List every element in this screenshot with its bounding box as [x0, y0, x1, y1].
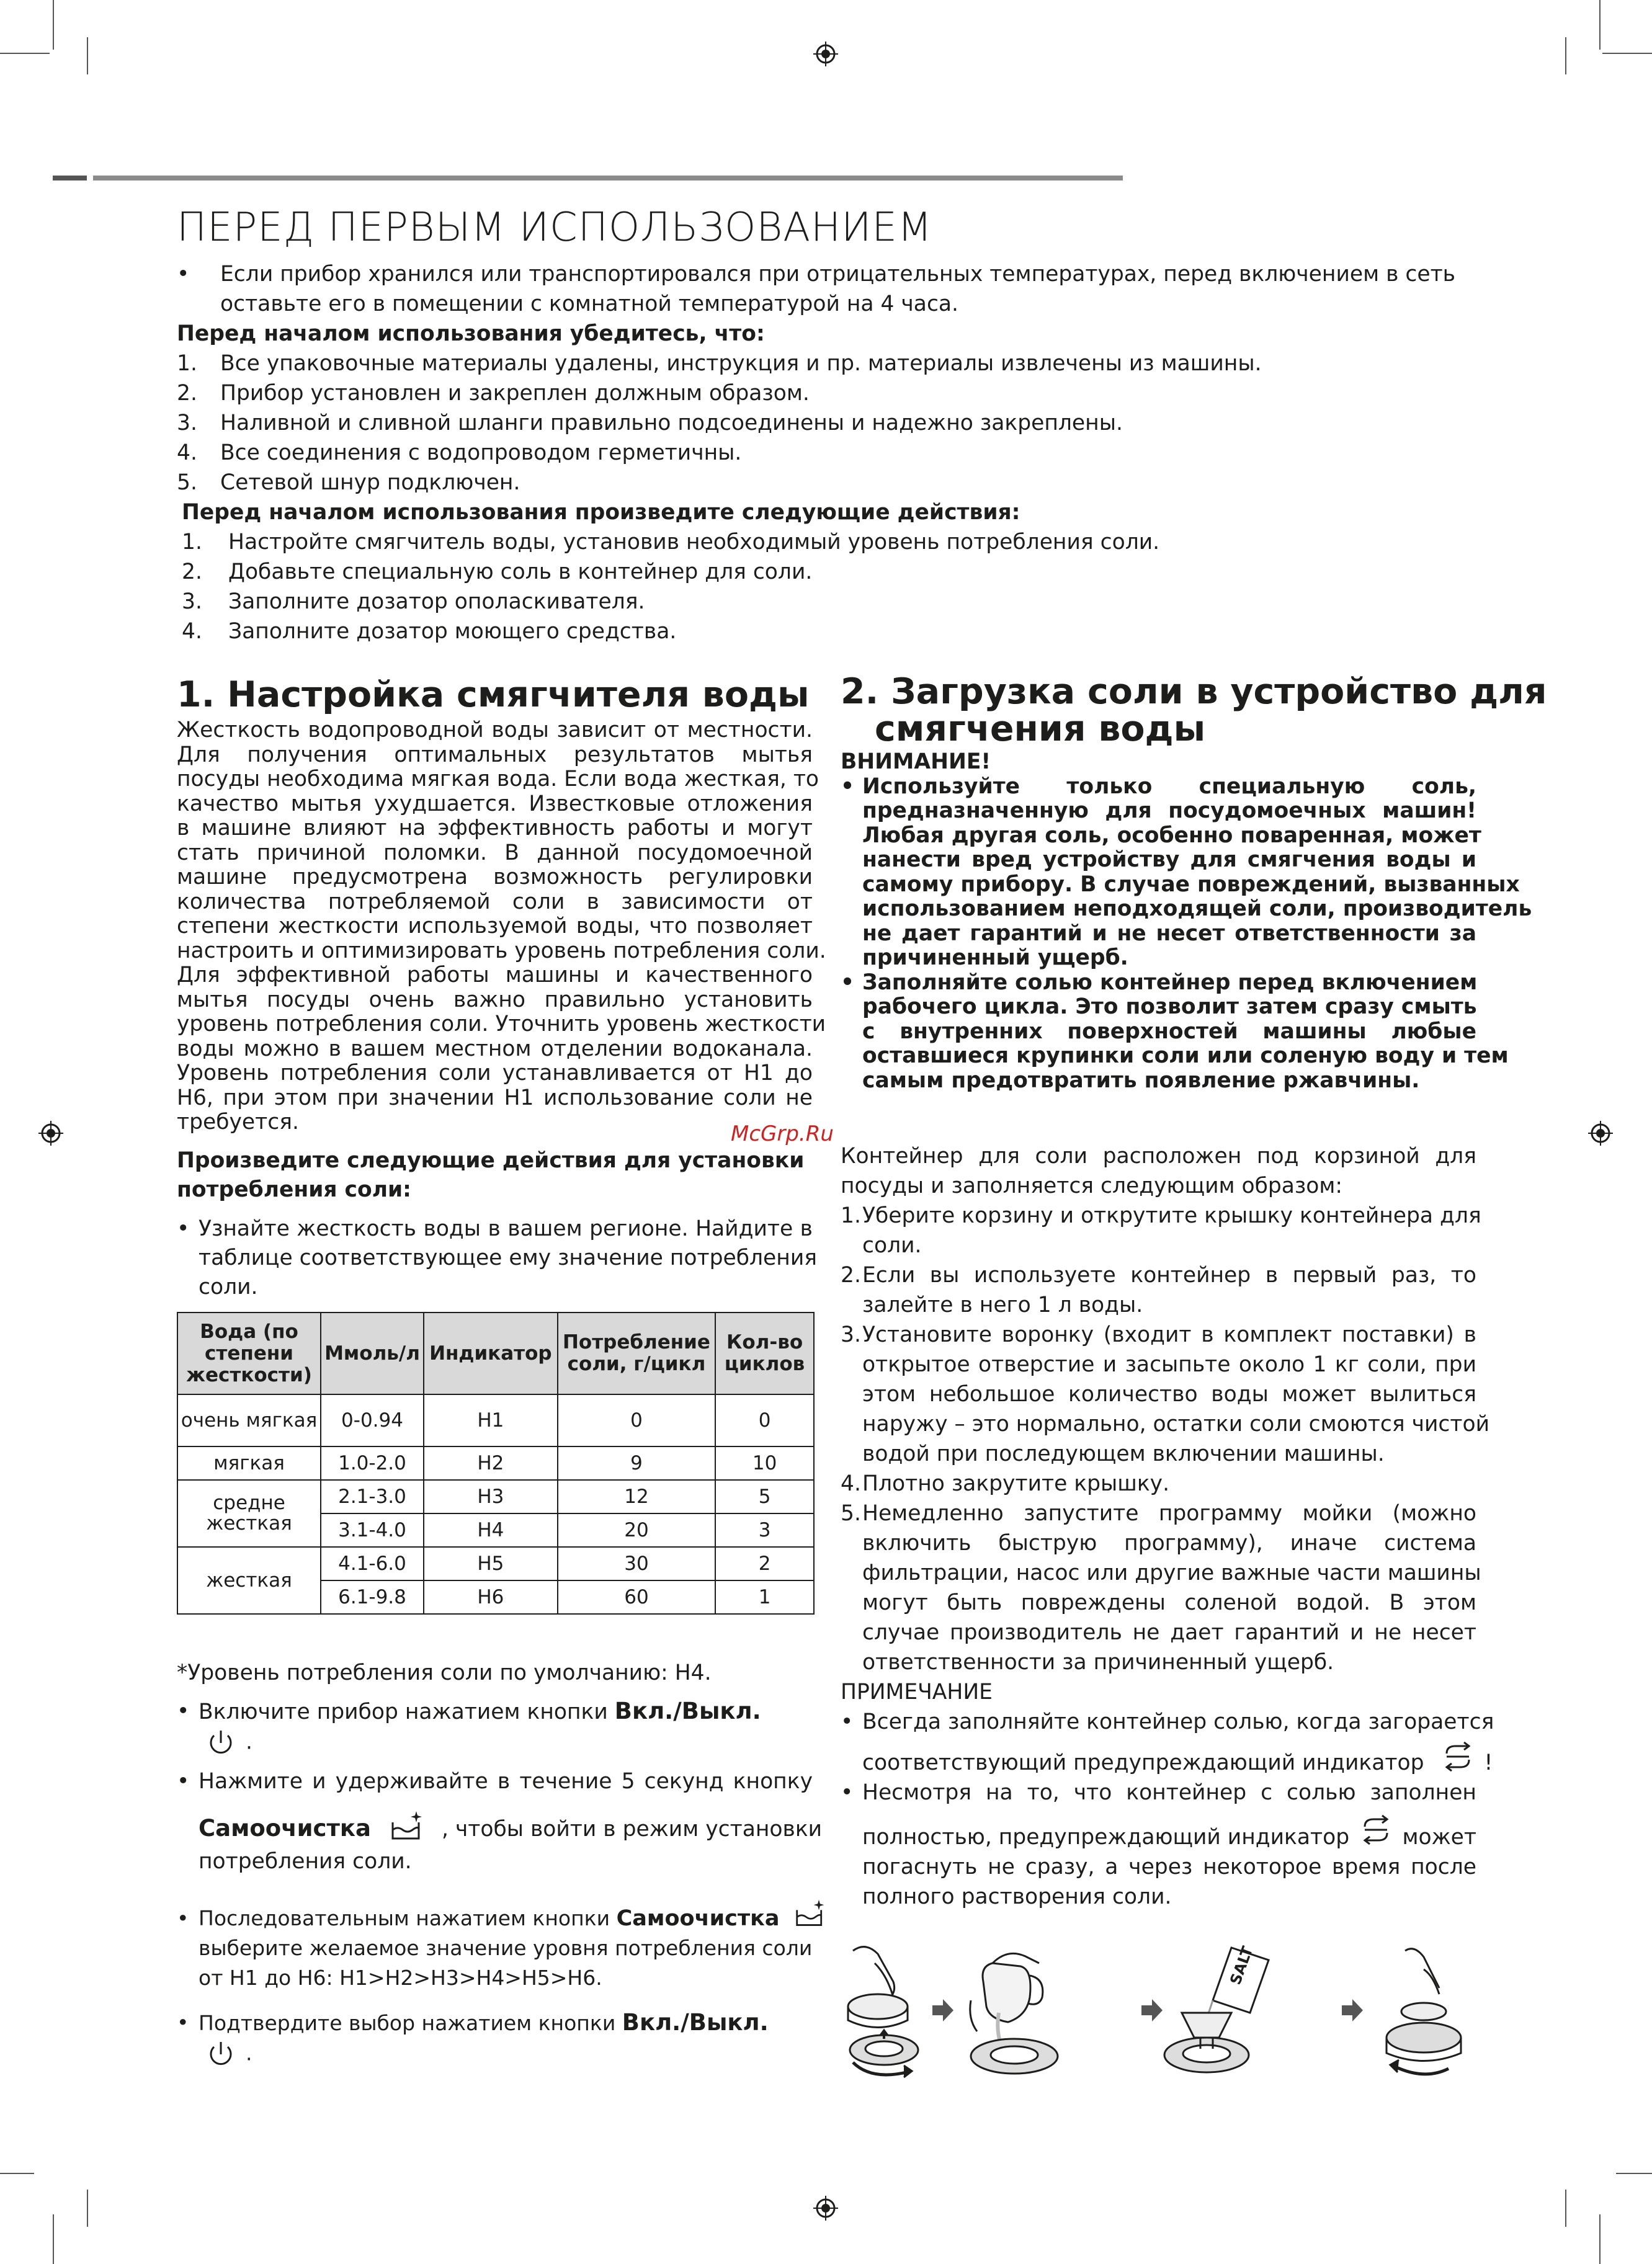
- check-item: [177, 468, 1480, 497]
- table-cell: 6.1-9.8: [321, 1580, 424, 1614]
- para-line: Для получения оптимальных результатов мытья: [177, 742, 813, 767]
- item-text: Настройте смягчитель воды, установив необходимый уровень потребления соли.: [228, 530, 1160, 555]
- bullet-mark: •: [841, 1709, 854, 1734]
- instruction-bullet: [177, 1904, 813, 1993]
- salt-step: [841, 1201, 1481, 1260]
- table-row: [177, 1480, 814, 1513]
- power-icon: [205, 2038, 237, 2070]
- table-header-cell: Индикатор: [424, 1312, 558, 1394]
- instruction-text: Включите прибор нажатием кнопки: [199, 1700, 615, 1724]
- step-line: случае производитель не дает гарантий и не несет: [862, 1620, 1476, 1645]
- table-cell: 3.1-4.0: [321, 1513, 424, 1547]
- crop-mark: [87, 2190, 88, 2227]
- arrow-right-icon: [932, 1999, 953, 2021]
- bullet-mark: •: [841, 773, 855, 799]
- intro-section: [177, 259, 1480, 646]
- para-line: настроить и оптимизировать уровень потребления соли.: [177, 938, 826, 963]
- note-line: полного растворения соли.: [862, 1884, 1172, 1909]
- table-cell: средне жесткая: [177, 1480, 321, 1547]
- note-text: !: [1484, 1750, 1493, 1775]
- instruction-text: потребления соли.: [199, 1849, 412, 1874]
- watermark: McGrp.Ru: [731, 1121, 834, 1146]
- heading-line: 2. Загрузка соли в устройство для: [841, 671, 1547, 712]
- check-item: [177, 349, 1480, 378]
- self-clean-icon: [389, 1809, 426, 1843]
- step-line: ответственности за причиненный ущерб.: [862, 1650, 1334, 1675]
- table-cell: 9: [558, 1446, 715, 1480]
- warning-label: ВНИМАНИЕ!: [841, 749, 991, 774]
- step-number: 3.: [841, 1322, 861, 1347]
- check-item: [177, 378, 1480, 408]
- step-number: 2.: [841, 1263, 861, 1288]
- para-line: степени жесткости используемой воды, что позволяет: [177, 914, 813, 938]
- bullet-mark: •: [841, 969, 855, 995]
- para-line: Жесткость водопроводной воды зависит от местности.: [177, 718, 813, 742]
- selfclean-button-label: Самоочистка: [616, 1906, 780, 1931]
- page-title: ПЕРЕД ПЕРВЫМ ИСПОЛЬЗОВАНИЕМ: [177, 205, 933, 251]
- instruction-text: , чтобы войти в режим установки: [441, 1817, 823, 1842]
- step-line: соли.: [862, 1233, 922, 1258]
- steps-heading-line: Произведите следующие действия для установки: [177, 1148, 805, 1173]
- bullet-mark: •: [177, 1216, 190, 1241]
- table-cell: жесткая: [177, 1547, 321, 1614]
- item-text: Добавьте специальную соль в контейнер для соли.: [228, 559, 813, 584]
- intro-bullet: [177, 259, 1480, 319]
- step-line: водой при последующем включении машины.: [862, 1442, 1385, 1466]
- note-label: ПРИМЕЧАНИЕ: [841, 1680, 993, 1705]
- warning-line: оставшиеся крупинки соли или соленую воду и тем: [862, 1043, 1509, 1068]
- para-line: требуется.: [177, 1110, 299, 1134]
- table-cell: 1.0-2.0: [321, 1446, 424, 1480]
- top-rule: [93, 176, 1123, 180]
- salt-instructions: [841, 1141, 1494, 1912]
- registration-mark-right: [1588, 1121, 1613, 1146]
- check-item: [177, 408, 1480, 438]
- instruction-text: Нажмите и удерживайте в течение 5 секунд кнопку: [199, 1769, 813, 1794]
- crop-mark: [0, 2173, 34, 2174]
- step-line: Немедленно запустите программу мойки (можно: [862, 1501, 1476, 1526]
- warning-bullet: [841, 773, 1532, 971]
- section-1-heading: 1. Настройка смягчителя воды: [177, 674, 810, 715]
- step-number: 5.: [841, 1501, 861, 1526]
- step-line: таблице соответствующее ему значение потребления: [199, 1245, 817, 1270]
- note-bullet: [841, 1778, 1476, 1912]
- arrow-right-icon: [1141, 1999, 1163, 2021]
- warning-line: Заполняйте солью контейнер перед включением: [862, 969, 1478, 995]
- table-cell: мягкая: [177, 1446, 321, 1480]
- table-cell: очень мягкая: [177, 1394, 321, 1446]
- para-line: уровень потребления соли. Уточнить уровень жесткости: [177, 1012, 826, 1036]
- table-header-cell: Ммоль/л: [321, 1312, 424, 1394]
- table-header-cell: Потребление соли, г/цикл: [558, 1312, 715, 1394]
- para-line: Для эффективной работы машины и качественного: [177, 963, 813, 987]
- crop-mark: [53, 0, 54, 50]
- table-cell: 0: [715, 1394, 814, 1446]
- note-line: [862, 1748, 1493, 1778]
- power-icon: [205, 1727, 237, 1759]
- item-number: 4.: [177, 440, 197, 465]
- crop-mark: [1616, 2173, 1652, 2174]
- step-line: открытое отверстие и засыпьте около 1 кг соли, при: [862, 1352, 1476, 1377]
- step-line: наружу – это нормально, остатки соли смоются чистой: [862, 1412, 1489, 1437]
- note-line: Несмотря на то, что контейнер с солью заполнен: [862, 1780, 1476, 1805]
- instruction-line: Контейнер для соли расположен под корзиной для: [841, 1144, 1476, 1169]
- table-row: [177, 1547, 814, 1580]
- self-clean-icon: [793, 1897, 828, 1930]
- step-illustration-unscrew: [848, 1947, 918, 2077]
- instruction-text: от Н1 до Н6: Н1>Н2>Н3>Н4>Н5>Н6.: [199, 1966, 602, 1990]
- note-text: полностью, предупреждающий индикатор: [862, 1825, 1350, 1850]
- arrow-right-icon: [1342, 1999, 1363, 2021]
- warning-line: самым предотвратить появление ржавчины.: [862, 1067, 1420, 1093]
- table-cell: 12: [558, 1480, 715, 1513]
- step-line: залейте в него 1 л воды.: [862, 1293, 1143, 1317]
- step-bullet: [177, 1214, 817, 1302]
- button-instructions: [177, 1658, 823, 2070]
- table-cell: H1: [424, 1394, 558, 1446]
- crop-mark: [87, 37, 88, 74]
- salt-step: [841, 1260, 1476, 1320]
- salt-step: [841, 1499, 1481, 1677]
- step-line: соли.: [199, 1274, 258, 1299]
- step-line: Если вы используете контейнер в первый раз, то: [862, 1263, 1476, 1288]
- step-line: Плотно закрутите крышку.: [862, 1471, 1170, 1496]
- instruction-bullet: [177, 1696, 813, 1759]
- para-line: качество мытья ухудшается. Известковые отложения: [177, 791, 813, 816]
- check-list: [177, 349, 1480, 497]
- para-line: машине предусмотрена возможность регулировки: [177, 865, 813, 889]
- para-line: количества потребляемой соли в зависимости от: [177, 889, 813, 914]
- action-item: [182, 587, 1480, 617]
- warning-line: использованием неподходящей соли, производитель: [862, 896, 1532, 921]
- table-cell: 1: [715, 1580, 814, 1614]
- warning-line: с внутренних поверхностей машины любые: [862, 1018, 1476, 1044]
- step-number: 1.: [841, 1203, 861, 1228]
- hardness-table: [177, 1312, 815, 1615]
- item-text: Наливной и сливной шланги правильно подсоединены и надежно закреплены.: [220, 411, 1123, 435]
- item-text: Сетевой шнур подключен.: [220, 470, 520, 495]
- left-column: [177, 674, 826, 1302]
- registration-mark-bottom: [813, 2196, 838, 2221]
- note-line: Всегда заполняйте контейнер солью, когда загорается: [862, 1709, 1494, 1734]
- action-item: [182, 557, 1480, 587]
- instruction-bullet: [177, 2008, 813, 2070]
- steps-heading: [177, 1146, 813, 1205]
- warning-line: рабочего цикла. Это позволит затем сразу смыть: [862, 994, 1477, 1019]
- onoff-button-label: Вкл./Выкл.: [622, 2009, 769, 2036]
- action-list: [177, 527, 1480, 646]
- action-item: [182, 617, 1480, 646]
- step-line: включить быструю программу), иначе система: [862, 1531, 1476, 1556]
- bullet-mark: •: [177, 2010, 189, 2034]
- table-cell: H2: [424, 1446, 558, 1480]
- item-number: 2.: [177, 381, 197, 406]
- table-cell: 2.1-3.0: [321, 1480, 424, 1513]
- table-cell: 60: [558, 1580, 715, 1614]
- table-cell: 0-0.94: [321, 1394, 424, 1446]
- salt-warning-icon: [1439, 1740, 1476, 1775]
- table-cell: H4: [424, 1513, 558, 1547]
- action-heading: Перед началом использования произведите следующие действия:: [182, 500, 1020, 525]
- item-number: 1.: [182, 530, 202, 555]
- item-number: 1.: [177, 351, 197, 376]
- action-item: [182, 527, 1480, 557]
- table-cell: H3: [424, 1480, 558, 1513]
- instruction-text: Подтвердите выбор нажатием кнопки: [199, 2011, 622, 2035]
- salt-step: [841, 1320, 1489, 1469]
- table-header-cell: Кол-во циклов: [715, 1312, 814, 1394]
- item-number: 2.: [182, 559, 202, 584]
- crop-mark: [1599, 2214, 1601, 2264]
- table-cell: 10: [715, 1446, 814, 1480]
- crop-mark: [0, 53, 50, 54]
- salt-step: [841, 1469, 1476, 1499]
- item-text: Все соединения с водопроводом герметичны.: [220, 440, 742, 465]
- table-cell: 4.1-6.0: [321, 1547, 424, 1580]
- warning-line: нанести вред устройству для смягчения воды и: [862, 847, 1476, 872]
- salt-label: SALT: [1226, 1944, 1257, 1987]
- step-line: могут быть повреждены соленой водой. В этом: [862, 1590, 1476, 1615]
- bullet-mark: •: [177, 1699, 190, 1724]
- table-row: [177, 1446, 814, 1480]
- table-cell: H5: [424, 1547, 558, 1580]
- item-number: 3.: [177, 411, 197, 435]
- item-number: 3.: [182, 589, 202, 614]
- table-header-cell: Вода (по степени жесткости): [177, 1312, 321, 1394]
- instruction-line: посуды и заполняется следующим образом:: [841, 1174, 1343, 1198]
- step-line: Уберите корзину и открутите крышку контейнера для: [862, 1203, 1481, 1228]
- steps-heading-line: потребления соли:: [177, 1177, 411, 1202]
- warning-line: предназначенную для посудомоечных машин!: [862, 798, 1476, 823]
- warning-line: самому прибору. В случае повреждений, вызванных: [862, 871, 1520, 897]
- bullet-mark: •: [841, 1780, 854, 1805]
- warning-line: причиненный ущерб.: [862, 945, 1128, 970]
- step-line: Установите воронку (входит в комплект поставки) в: [862, 1322, 1476, 1347]
- instruction-text: Последовательным нажатием кнопки: [199, 1906, 617, 1930]
- table-cell: 20: [558, 1513, 715, 1547]
- item-text: Прибор установлен и закреплен должным образом.: [220, 381, 810, 406]
- item-number: 5.: [177, 470, 197, 495]
- warning-line: не дает гарантий и не несет ответственности за: [862, 920, 1476, 946]
- table-cell: 3: [715, 1513, 814, 1547]
- para-line: воды можно в вашем местном отделении водоканала.: [177, 1036, 813, 1061]
- registration-mark-left: [38, 1121, 63, 1146]
- item-text: Заполните дозатор моющего средства.: [228, 619, 677, 644]
- selfclean-button-label: Самоочистка: [199, 1815, 371, 1842]
- note-bullet: [841, 1707, 1494, 1778]
- crop-mark: [1565, 37, 1566, 74]
- instruction-text: .: [246, 2041, 252, 2066]
- table-cell: 5: [715, 1480, 814, 1513]
- crop-mark: [53, 2214, 54, 2264]
- table-row: [177, 1394, 814, 1446]
- table-cell: H6: [424, 1580, 558, 1614]
- para-line: Уровень потребления соли устанавливается от Н1 до: [177, 1061, 813, 1085]
- registration-mark-top: [813, 42, 838, 66]
- step-illustration-water: [970, 1953, 1058, 2074]
- item-text: Заполните дозатор ополаскивателя.: [228, 589, 645, 614]
- step-line: Узнайте жесткость воды в вашем регионе. Найдите в: [199, 1216, 813, 1241]
- bullet-mark: •: [177, 1769, 190, 1794]
- intro-bullet-line: Если прибор хранился или транспортировался при отрицательных температурах, перед включением в сеть: [220, 262, 1456, 287]
- item-number: 4.: [182, 619, 202, 644]
- instruction-text: выберите желаемое значение уровня потребления соли: [199, 1936, 813, 1960]
- heading-line: смягчения воды: [875, 708, 1206, 749]
- para-line: Н6, при этом при значении Н1 использование соли не: [177, 1085, 813, 1110]
- crop-mark: [1565, 2190, 1566, 2227]
- warning-line: Используйте только специальную соль,: [862, 773, 1476, 799]
- step-line: фильтрации, насос или другие важные части машины: [862, 1561, 1481, 1585]
- right-column: [841, 671, 1547, 1093]
- table-header-row: [177, 1312, 814, 1394]
- para-line: мытья посуды очень важно правильно установить: [177, 987, 813, 1012]
- table-cell: 30: [558, 1547, 715, 1580]
- instruction-line: [199, 1811, 823, 1847]
- table-cell: 0: [558, 1394, 715, 1446]
- step-number: 4.: [841, 1471, 861, 1496]
- crop-mark: [1599, 0, 1601, 50]
- salt-warning-icon: [1357, 1813, 1395, 1848]
- instruction-text: .: [246, 1729, 252, 1755]
- step-illustration-salt: [1164, 1944, 1269, 2072]
- item-text: Все упаковочные материалы удалены, инструкция и пр. материалы извлечены из машины.: [220, 351, 1262, 376]
- salt-filling-illustration: [834, 1938, 1480, 2087]
- table-cell: 2: [715, 1547, 814, 1580]
- warning-line: Любая другая соль, особенно поваренная, может: [862, 822, 1481, 848]
- check-heading: Перед началом использования убедитесь, что:: [177, 321, 765, 346]
- para-line: посуды необходима мягкая вода. Если вода жесткая, то: [177, 767, 819, 791]
- note-text: соответствующий предупреждающий индикатор: [862, 1750, 1424, 1775]
- bullet-mark: •: [177, 262, 190, 287]
- instruction-bullet: [177, 1767, 823, 1876]
- top-rule-accent: [53, 176, 87, 180]
- step-line: этом небольшое количество воды может вылиться: [862, 1382, 1476, 1407]
- warning-bullet: [841, 969, 1509, 1094]
- para-line: в машине влияют на эффективность работы и могут: [177, 816, 813, 840]
- note-line: [862, 1822, 1476, 1852]
- section-2-heading: [841, 671, 1547, 749]
- note-text: может: [1402, 1825, 1476, 1850]
- para-line: стать причиной поломки. В данной посудомоечной: [177, 840, 813, 865]
- step-illustration-screw: [1386, 1949, 1461, 2074]
- default-note: *Уровень потребления соли по умолчанию: Н4.: [177, 1660, 712, 1685]
- intro-bullet-line: оставьте его в помещении с комнатной температурой на 4 часа.: [220, 292, 959, 316]
- check-item: [177, 438, 1480, 468]
- note-line: погаснуть не сразу, а через некоторое время после: [862, 1855, 1476, 1879]
- crop-mark: [1602, 53, 1652, 54]
- bullet-mark: •: [177, 1906, 189, 1930]
- onoff-button-label: Вкл./Выкл.: [614, 1698, 761, 1724]
